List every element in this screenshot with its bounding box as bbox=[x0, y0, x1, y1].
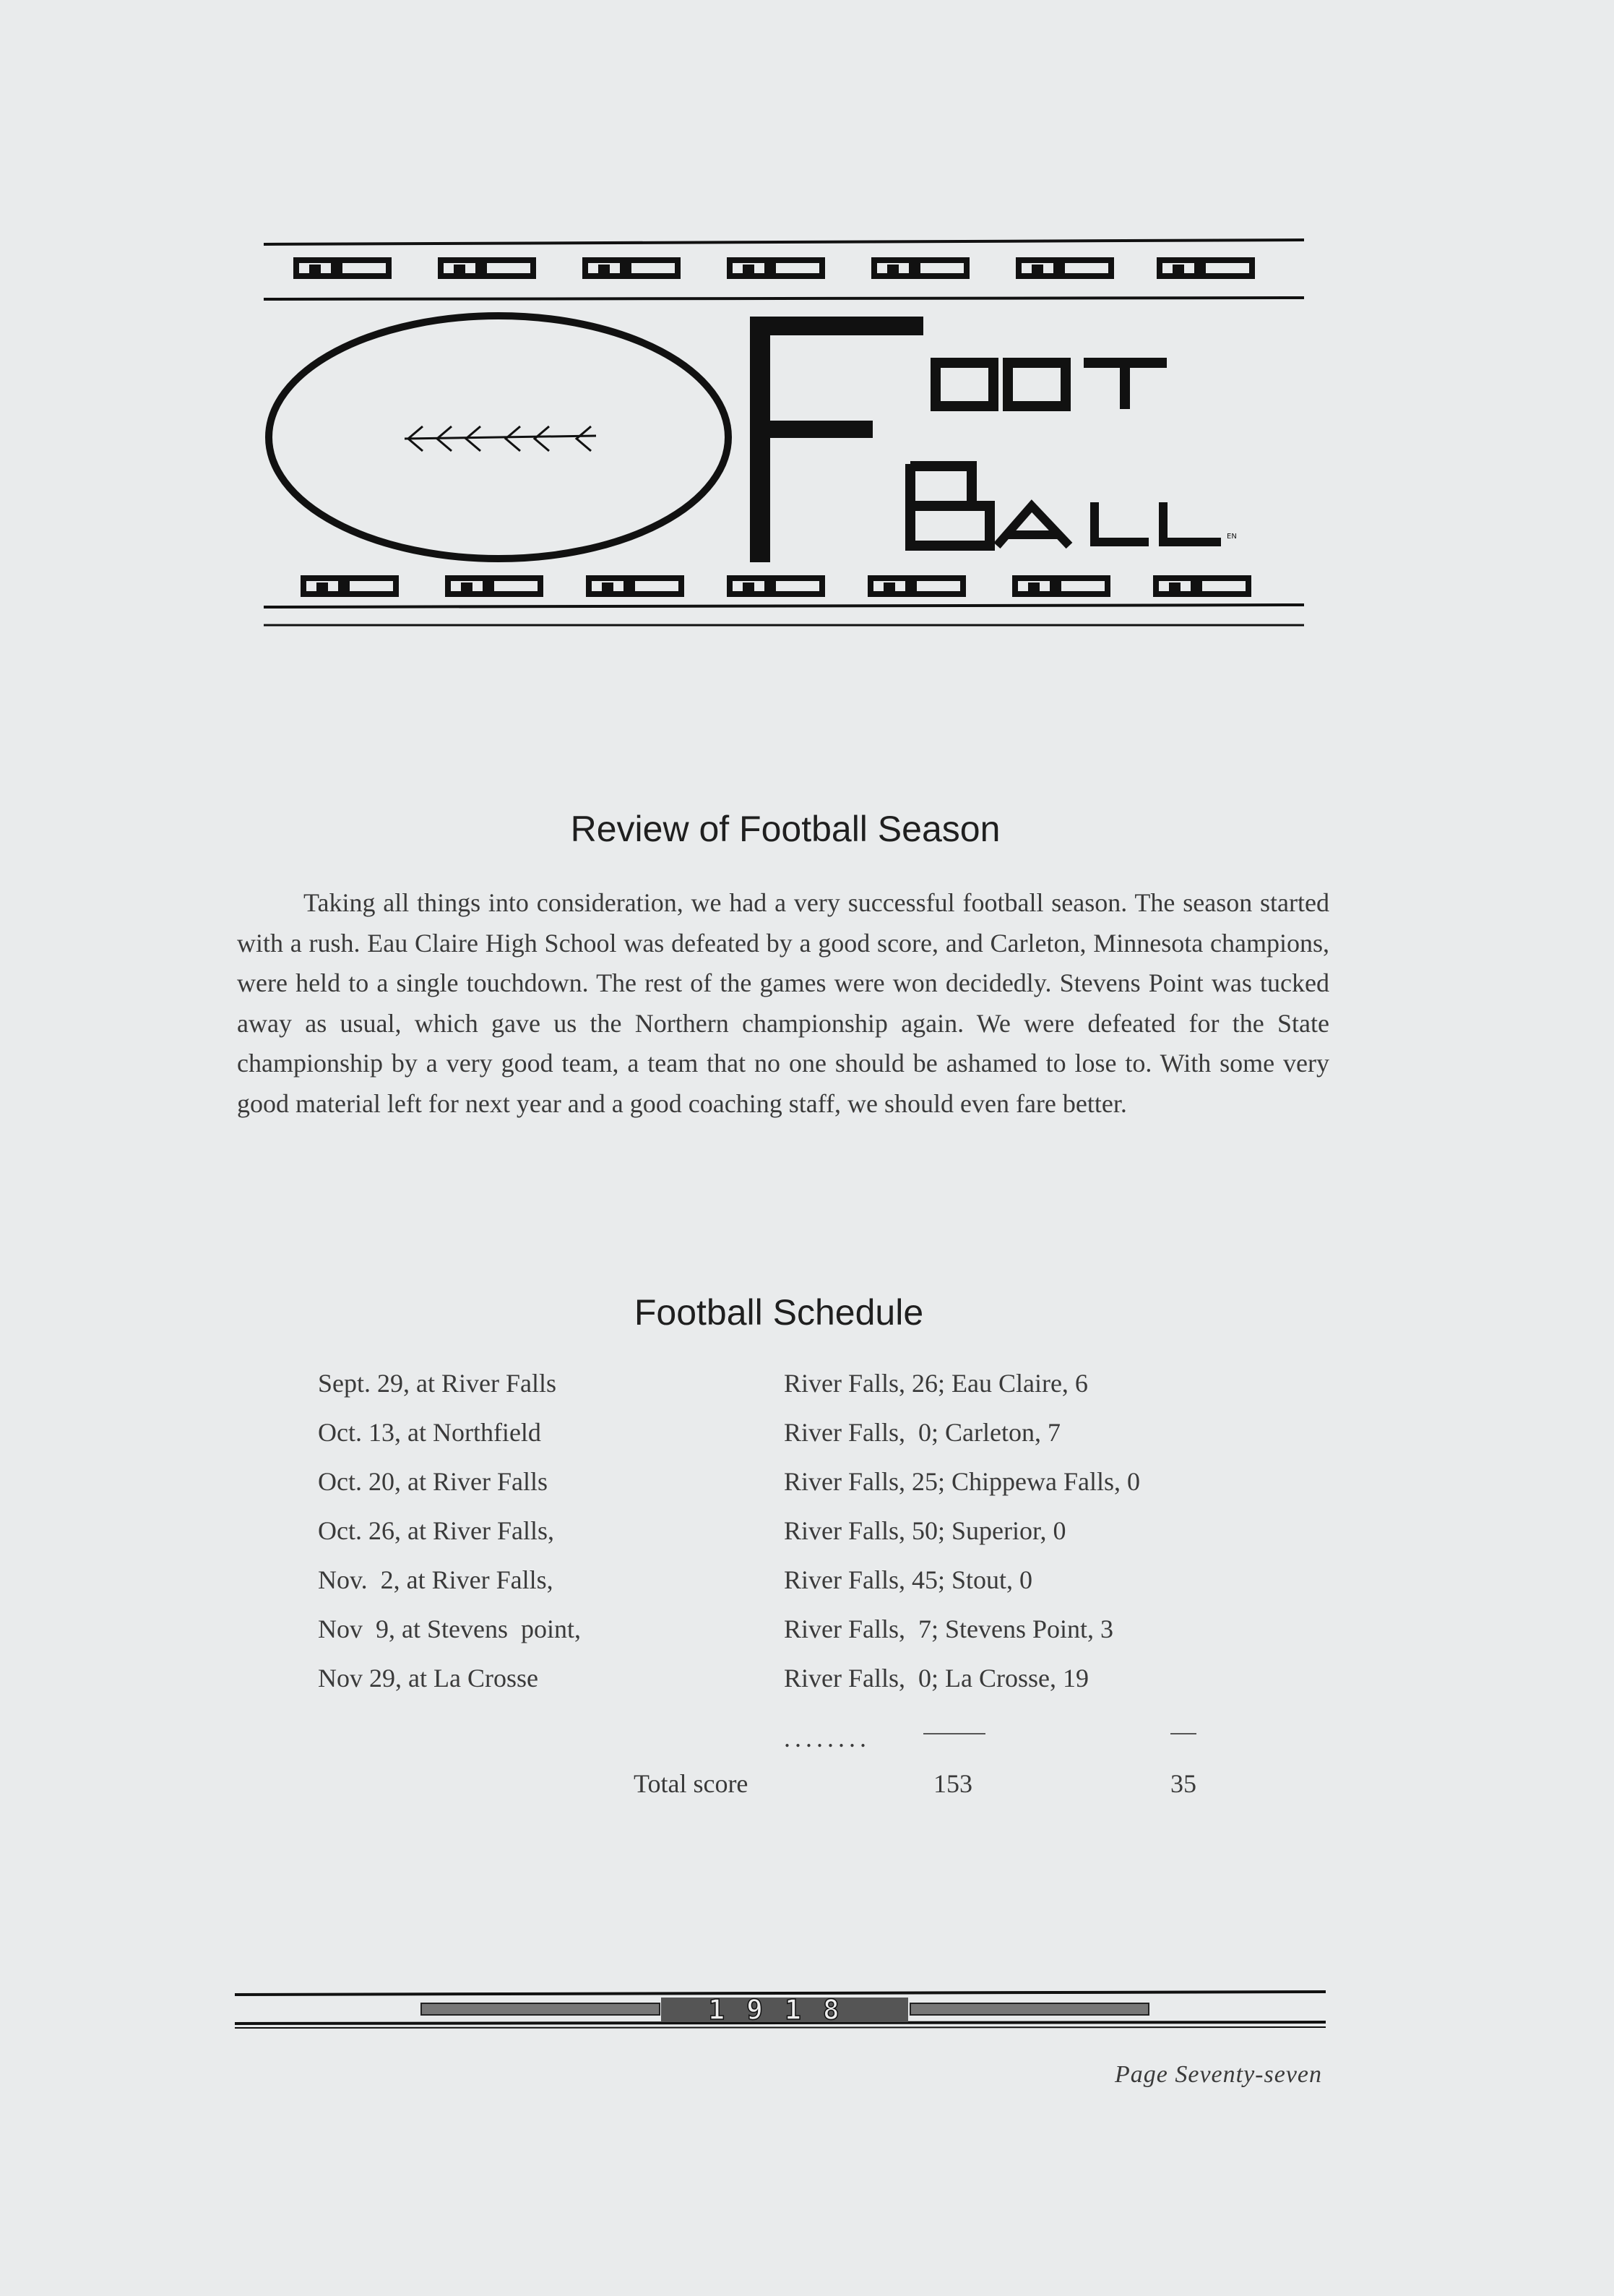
schedule-row bbox=[0, 1417, 1614, 1461]
bottom-border-line bbox=[264, 605, 1304, 607]
schedule-row bbox=[0, 1663, 1614, 1706]
review-heading: Review of Football Season bbox=[570, 809, 1001, 849]
game-result: River Falls, 0; Carleton, 7 bbox=[784, 1418, 1061, 1447]
big-letter-f bbox=[750, 317, 923, 562]
game-result: River Falls, 50; Superior, 0 bbox=[784, 1516, 1066, 1545]
artist-monogram: EN bbox=[1227, 533, 1237, 541]
footer-year: 1918 bbox=[708, 1994, 861, 2026]
sum-rule bbox=[1170, 1733, 1196, 1734]
footer-year-band bbox=[235, 1989, 1326, 2032]
game-result: River Falls, 25; Chippewa Falls, 0 bbox=[784, 1467, 1140, 1496]
schedule-heading: Football Schedule bbox=[634, 1292, 924, 1333]
game-result: River Falls, 0; La Crosse, 19 bbox=[784, 1664, 1089, 1693]
top-border-line bbox=[264, 298, 1304, 299]
game-date-location: Sept. 29, at River Falls bbox=[318, 1369, 556, 1398]
game-date-location: Oct. 13, at Northfield bbox=[318, 1418, 541, 1447]
game-date-location: Nov 9, at Stevens point, bbox=[318, 1614, 581, 1643]
game-date-location: Oct. 20, at River Falls bbox=[318, 1467, 548, 1496]
bottom-greek-key-pattern bbox=[303, 578, 1248, 594]
top-border-line bbox=[264, 240, 1304, 244]
game-date-location: Oct. 26, at River Falls, bbox=[318, 1516, 554, 1545]
game-result: River Falls, 7; Stevens Point, 3 bbox=[784, 1614, 1114, 1643]
game-date-location: Nov. 2, at River Falls, bbox=[318, 1565, 553, 1594]
game-date-location: Nov 29, at La Crosse bbox=[318, 1664, 538, 1693]
schedule-row bbox=[0, 1565, 1614, 1608]
review-text: Taking all things into consideration, we had a very successful football season. The season started with a rush. Eau Claire High School was defeated by a good score, and Carleton, Minnesota champions, were held to a single touchdown. The rest of the games were won decidedly. Stevens Point was tucked away as usual, which gave us the Northern championship again. We were defeated for the State championship by a very good team, a team that no one should be ashamed to lose to. With some very good material left for next year and a good coaching staff, we should even fare better. bbox=[237, 888, 1329, 1118]
game-result: River Falls, 26; Eau Claire, 6 bbox=[784, 1369, 1088, 1398]
title-letters-all bbox=[997, 502, 1221, 546]
total-river-falls: 153 bbox=[933, 1769, 972, 1798]
schedule-row bbox=[0, 1368, 1614, 1411]
sum-rule bbox=[923, 1733, 985, 1734]
schedule-row bbox=[0, 1466, 1614, 1510]
football-laces-icon bbox=[405, 426, 596, 451]
schedule-row bbox=[0, 1614, 1614, 1657]
leader-dots: ........ bbox=[784, 1724, 871, 1753]
schedule-row bbox=[0, 1515, 1614, 1559]
total-opponents: 35 bbox=[1170, 1769, 1196, 1798]
top-greek-key-pattern bbox=[296, 260, 1252, 276]
big-letter-b bbox=[910, 464, 990, 546]
total-score-label: Total score bbox=[634, 1769, 748, 1798]
review-paragraph bbox=[237, 883, 1329, 1124]
football-header-art bbox=[260, 231, 1315, 636]
title-letters-oot bbox=[936, 363, 1167, 409]
page-number: Page Seventy-seven bbox=[1115, 2061, 1322, 2088]
game-result: River Falls, 45; Stout, 0 bbox=[784, 1565, 1033, 1594]
